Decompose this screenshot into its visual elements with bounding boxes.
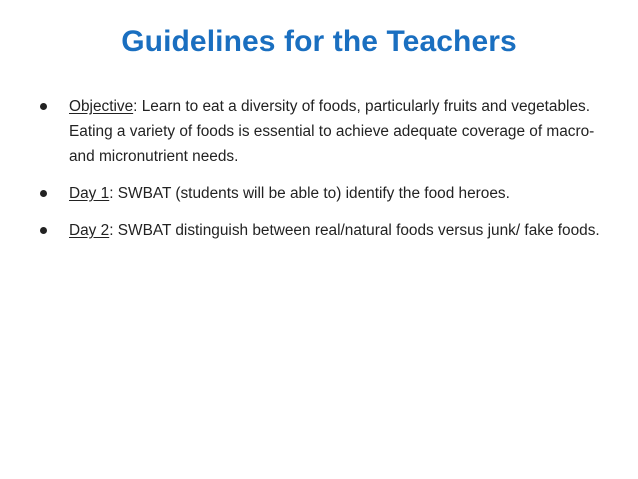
bullet-separator: : [109, 222, 118, 239]
bullet-term: Objective [69, 98, 134, 115]
bullet-separator: : [109, 185, 118, 202]
bullet-item-day-1 [40, 181, 600, 206]
bullet-dot-icon [40, 227, 47, 234]
bullet-item-day-2 [40, 218, 600, 243]
bullet-text: SWBAT (students will be able to) identify the food heroes. [117, 185, 510, 202]
bullet-text: SWBAT distinguish between real/natural foods versus junk/ fake foods. [117, 222, 600, 239]
bullet-separator: : [133, 98, 142, 115]
bullet-term: Day 2 [69, 222, 110, 239]
bullet-item-objective [40, 94, 600, 169]
bullet-text: Learn to eat a diversity of foods, particularly fruits and vegetables. Eating a variety of foods is essential to achieve adequate coverage of macro- and micronutrient needs. [69, 98, 595, 165]
slide-title: Guidelines for the Teachers [121, 25, 517, 58]
bullet-list [40, 94, 600, 255]
bullet-term: Day 1 [69, 185, 110, 202]
bullet-dot-icon [40, 103, 47, 110]
bullet-dot-icon [40, 190, 47, 197]
